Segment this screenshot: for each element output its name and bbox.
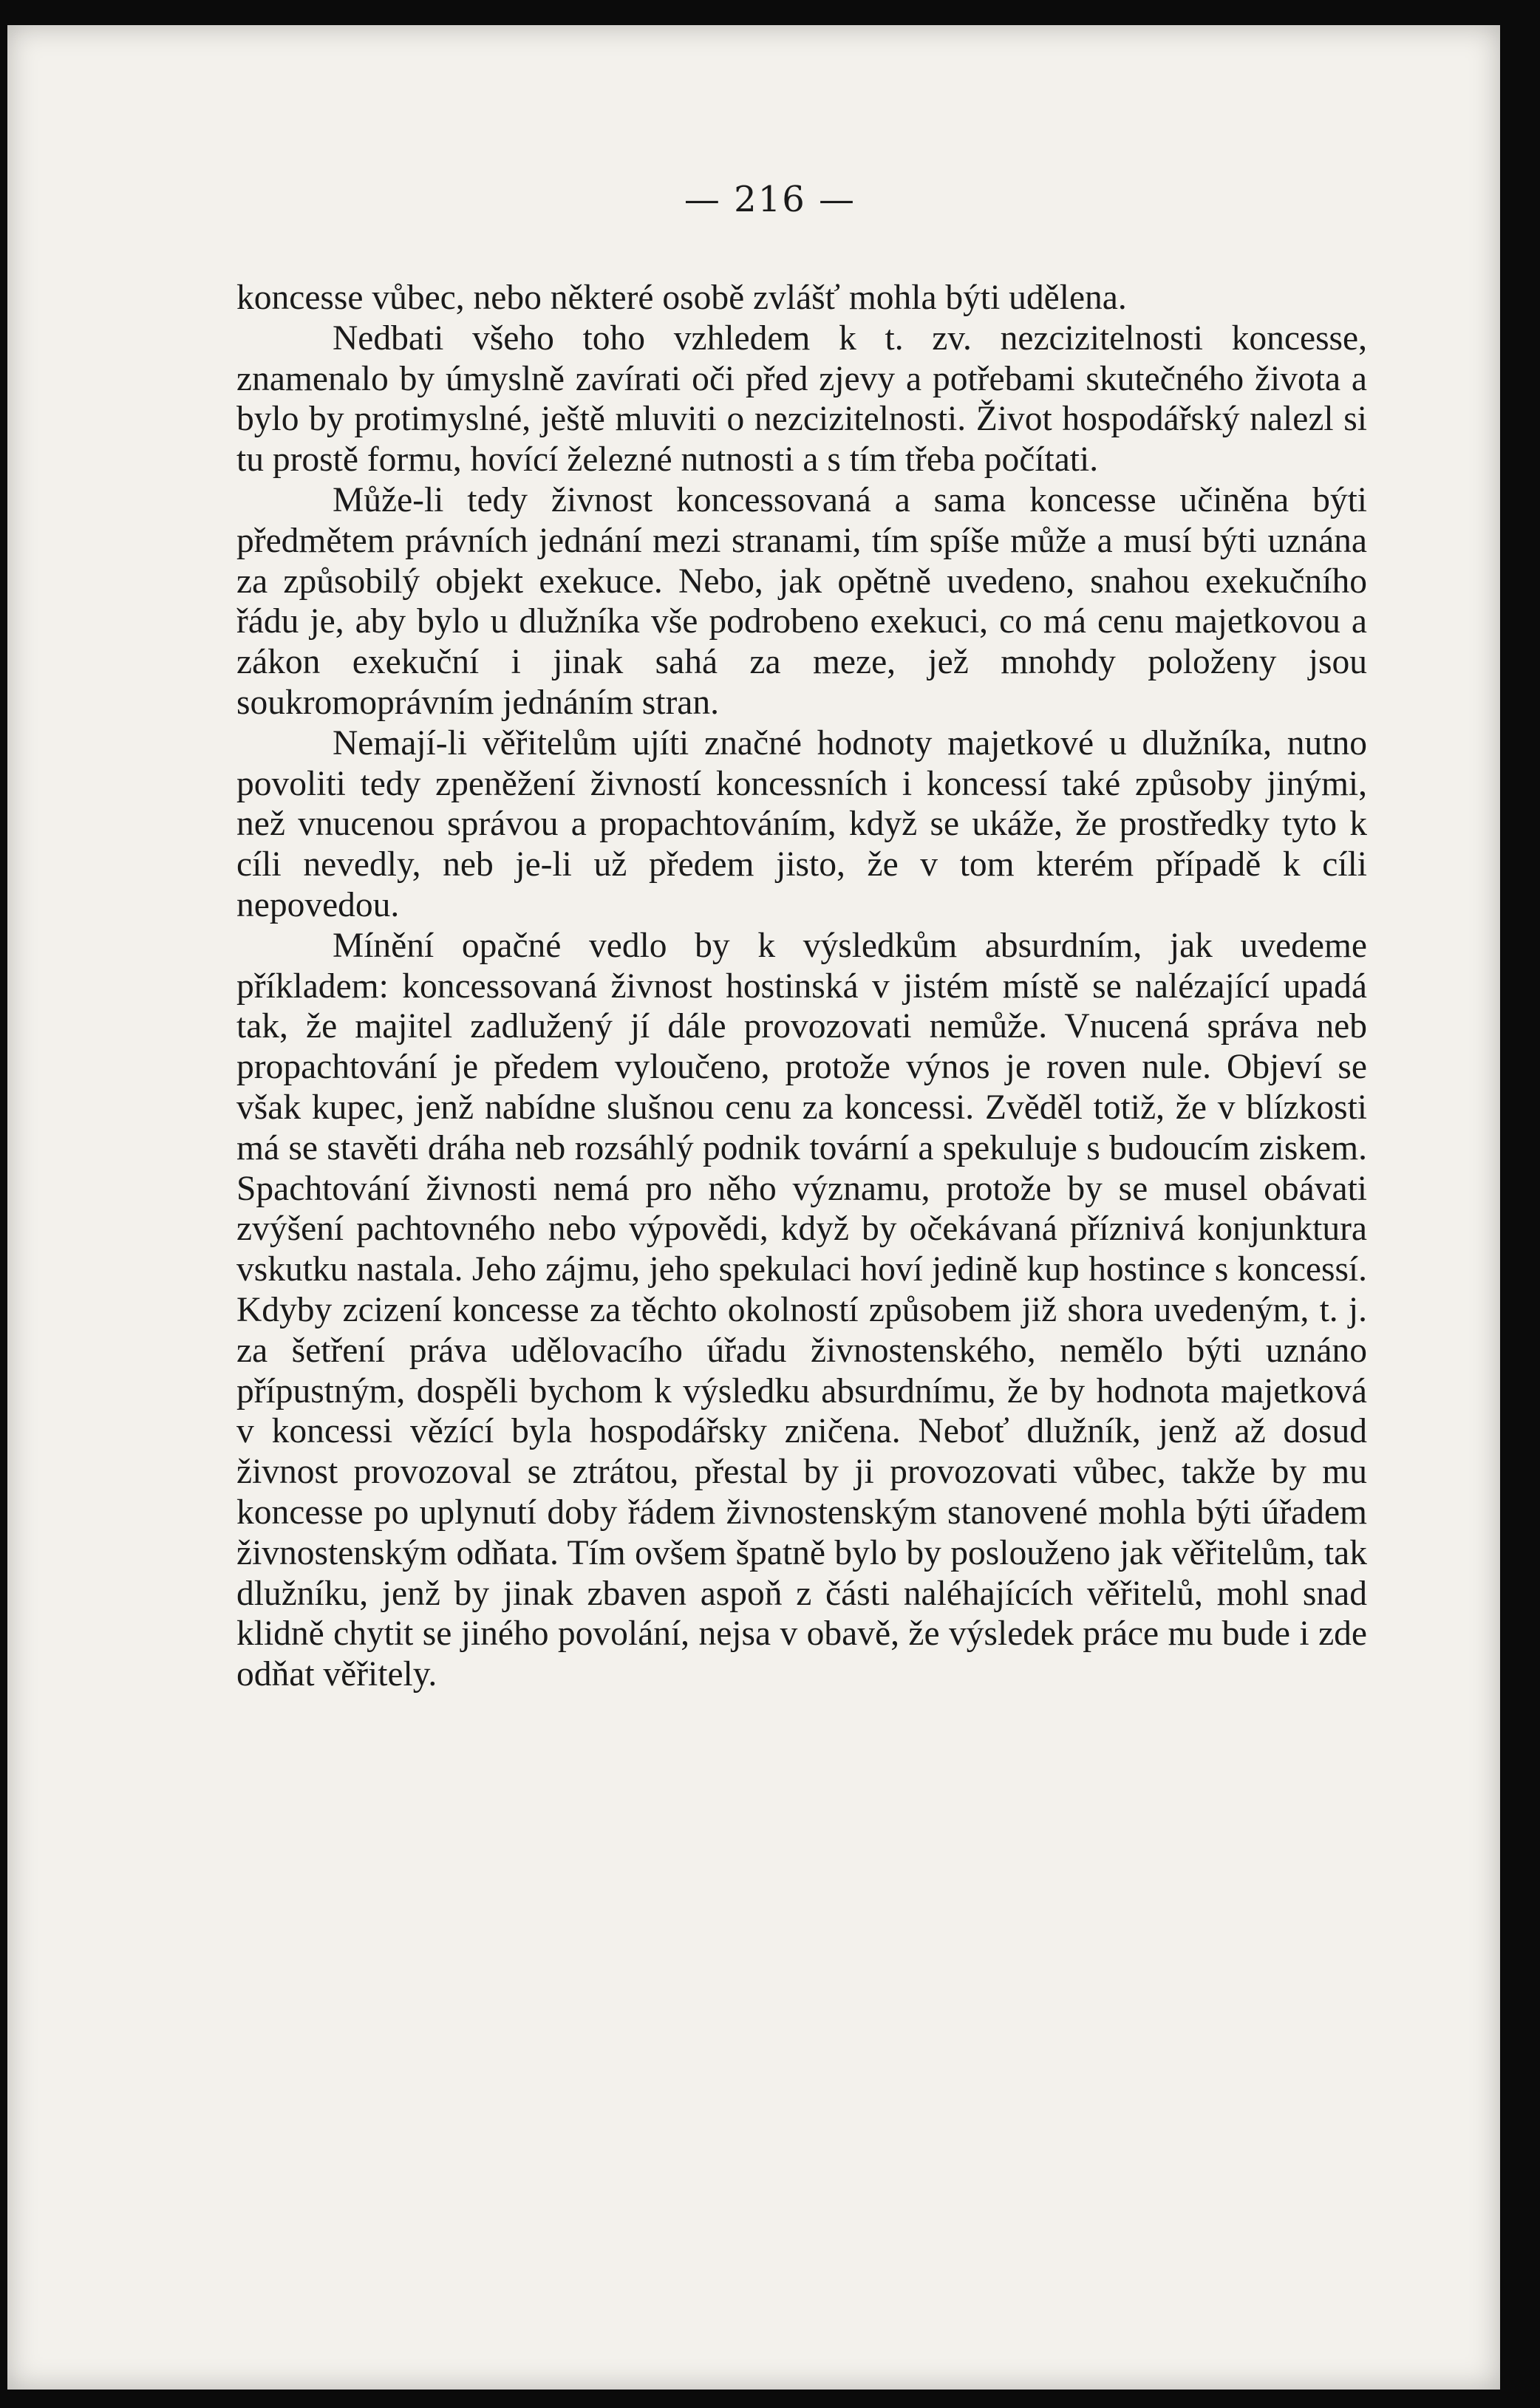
body-text [236,278,1367,1695]
paragraph: Nedbati všeho toho vzhledem k t. zv. nezcizitelnosti koncesse, znamenalo by úmyslně zavírati oči před zjevy a potřebami skutečného života a bylo by protimyslné, ještě mluviti o nezcizitelnosti. Život hospodářský nalezl si tu prostě formu, hovící železné nutnosti a s tím třeba počítati. [236,318,1367,480]
paragraph-continued: koncesse vůbec, nebo některé osobě zvlášť mohla býti udělena. [236,279,1127,317]
paragraph: Mínění opačné vedlo by k výsledkům absurdním, jak uvedeme příkladem: koncessovaná živnost hostinská v jistém místě se nalézající upadá tak, že majitel zadlužený jí dále provozovati nemůže. Vnucená správa neb propachtování je předem vyloučeno, protože výnos je roven nule. Objeví se však kupec, jenž nabídne slušnou cenu za koncessi. Zvěděl totiž, že v blízkosti má se stavěti dráha neb rozsáhlý podnik tovární a spekuluje s budoucím ziskem. Spachtování živnosti nemá pro něho významu, protože by se musel obávati zvýšení pachtovného nebo výpovědi, když by očekávaná příznivá konjunktura vskutku nastala. Jeho zájmu, jeho spekulaci hoví jedině kup hostince s koncessí. Kdyby zcizení koncesse za těchto okolností způsobem již shora uvedeným, t. j. za šetření práva udělovacího úřadu živnostenského, nemělo býti uznáno přípustným, dospěli bychom k výsledku absurdnímu, že by hodnota majetková v koncessi vězící byla hospodářsky zničena. Neboť dlužník, jenž až dosud živnost provozoval se ztrátou, přestal by ji provozovati vůbec, takže by mu koncesse po uplynutí doby řádem živnostenským stanovené mohla býti úřadem živnostenským odňata. Tím ovšem špatně bylo by poslouženo jak věřitelům, tak dlužníku, jenž by jinak zbaven aspoň z části naléhajících věřitelů, mohl snad klidně chytit se jiného povolání, nejsa v obavě, že výsledek práce mu bude i zde odňat věřitely. [236,926,1367,1694]
paragraph: Nemají-li věřitelům ujíti značné hodnoty majetkové u dlužníka, nutno povoliti tedy zpeněžení živností koncessních i koncessí také způsoby jinými, než vnucenou správou a propachtováním, když se ukáže, že prostředky tyto k cíli nevedly, neb je-li už předem jisto, že v tom kterém případě k cíli nepovedou. [236,723,1367,924]
paragraph: Může-li tedy živnost koncessovaná a sama koncesse učiněna býti předmětem právních jednání mezi stranami, tím spíše může a musí býti uznána za způsobilý objekt exekuce. Nebo, jak opětně uvedeno, snahou exekučního řádu je, aby bylo u dlužníka vše podrobeno exekuci, co má cenu majetkovou a zákon exekuční i jinak sahá za meze, jež mnohdy položeny jsou soukromoprávním jednáním stran. [236,480,1367,722]
page-number: — 216 — [684,179,856,220]
